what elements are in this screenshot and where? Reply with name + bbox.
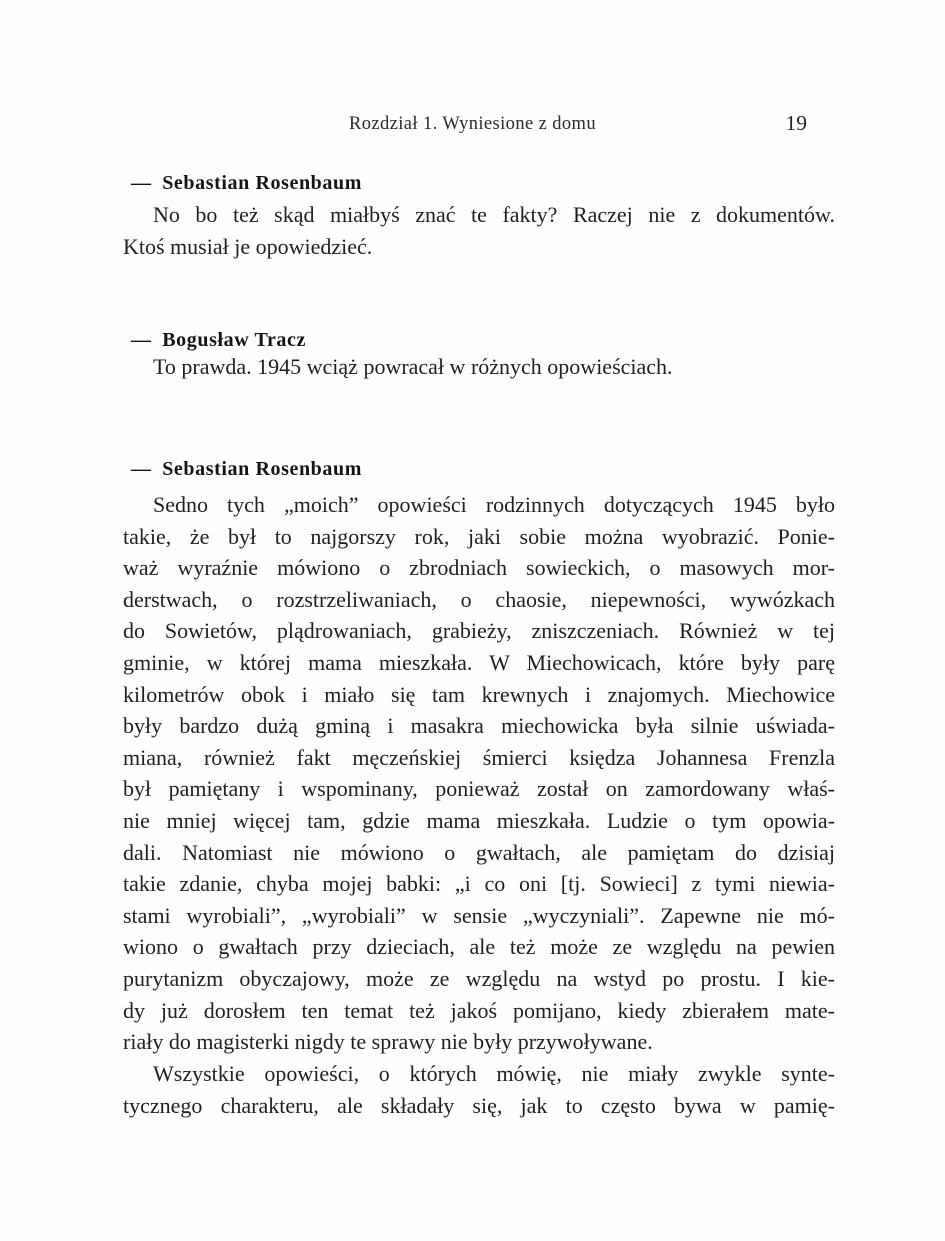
text-line: Ktoś musiał je opowiedzieć. — [123, 233, 373, 259]
text-line: kilometrów obok i miało się tam krewnych i znajomych. Miechowice — [123, 681, 835, 707]
paragraph — [123, 199, 835, 262]
text-line: gminie, w której mama mieszkała. W Miechowicach, które były parę — [123, 649, 835, 675]
text-line: Wszystkie opowieści, o których mówię, nie miały zwykle synte- — [153, 1061, 835, 1086]
text-line: dali. Natomiast nie mówiono o gwałtach, ale pamiętam do dzisiaj — [123, 839, 835, 865]
text-line: nie mniej więcej tam, gdzie mama mieszkała. Ludzie o tym opowia- — [123, 807, 835, 833]
text-line: był pamiętany i wspominany, ponieważ został on zamordowany właś- — [123, 776, 835, 802]
text-line: wiono o gwałtach przy dzieciach, ale też może ze względu na pewien — [123, 934, 835, 960]
text-line: dy już dorosłem ten temat też jakoś pomijano, kiedy zbierałem mate- — [123, 997, 835, 1023]
paragraph — [123, 351, 835, 383]
chapter-title: Rozdział 1. Wyniesione z domu — [349, 114, 596, 134]
text-line: Sedno tych „moich” opowieści rodzinnych dotyczących 1945 było — [153, 492, 835, 517]
text-line: takie zdanie, chyba mojej babki: „i co oni [tj. Sowieci] z tymi niewia- — [123, 871, 835, 897]
text-line: tycznego charakteru, ale składały się, jak to często bywa w pamię- — [123, 1092, 835, 1118]
text-line: miana, również fakt męczeńskiej śmierci księdza Johannesa Frenzla — [123, 744, 835, 770]
paragraph — [123, 489, 835, 1058]
text-line: do Sowietów, plądrowaniach, grabieży, zniszczeniach. Również w tej — [123, 618, 835, 644]
paragraph — [123, 1058, 835, 1121]
speaker-name-boguslaw-tracz: — Bogusław Tracz — [131, 329, 306, 351]
text-line: takie, że był to najgorszy rok, jaki sobie można wyobrazić. Ponie- — [123, 523, 835, 549]
text-line: riały do magisterki nigdy te sprawy nie były przywoływane. — [123, 1029, 653, 1055]
text-line: derstwach, o rozstrzeliwaniach, o chaosie, niepewności, wywózkach — [123, 586, 835, 612]
text-line: waż wyraźnie mówiono o zbrodniach sowieckich, o masowych mor- — [123, 555, 835, 581]
page-number: 19 — [785, 111, 807, 135]
speaker-name-sebastian-rosenbaum-1: — Sebastian Rosenbaum — [131, 172, 362, 194]
running-header — [0, 111, 945, 140]
text-line: były bardzo dużą gminą i masakra miechowicka była silnie uświada- — [123, 713, 835, 739]
speaker-name-sebastian-rosenbaum-2: — Sebastian Rosenbaum — [131, 458, 362, 480]
text-line: No bo też skąd miałbyś znać te fakty? Raczej nie z dokumentów. — [153, 202, 835, 227]
text-line: To prawda. 1945 wciąż powracał w różnych opowieściach. — [153, 354, 673, 379]
text-line: stami wyrobiali”, „wyrobiali” w sensie „wyczyniali”. Zapewne nie mó- — [123, 902, 835, 928]
text-line: purytanizm obyczajowy, może ze względu na wstyd po prostu. I kie- — [123, 965, 835, 991]
